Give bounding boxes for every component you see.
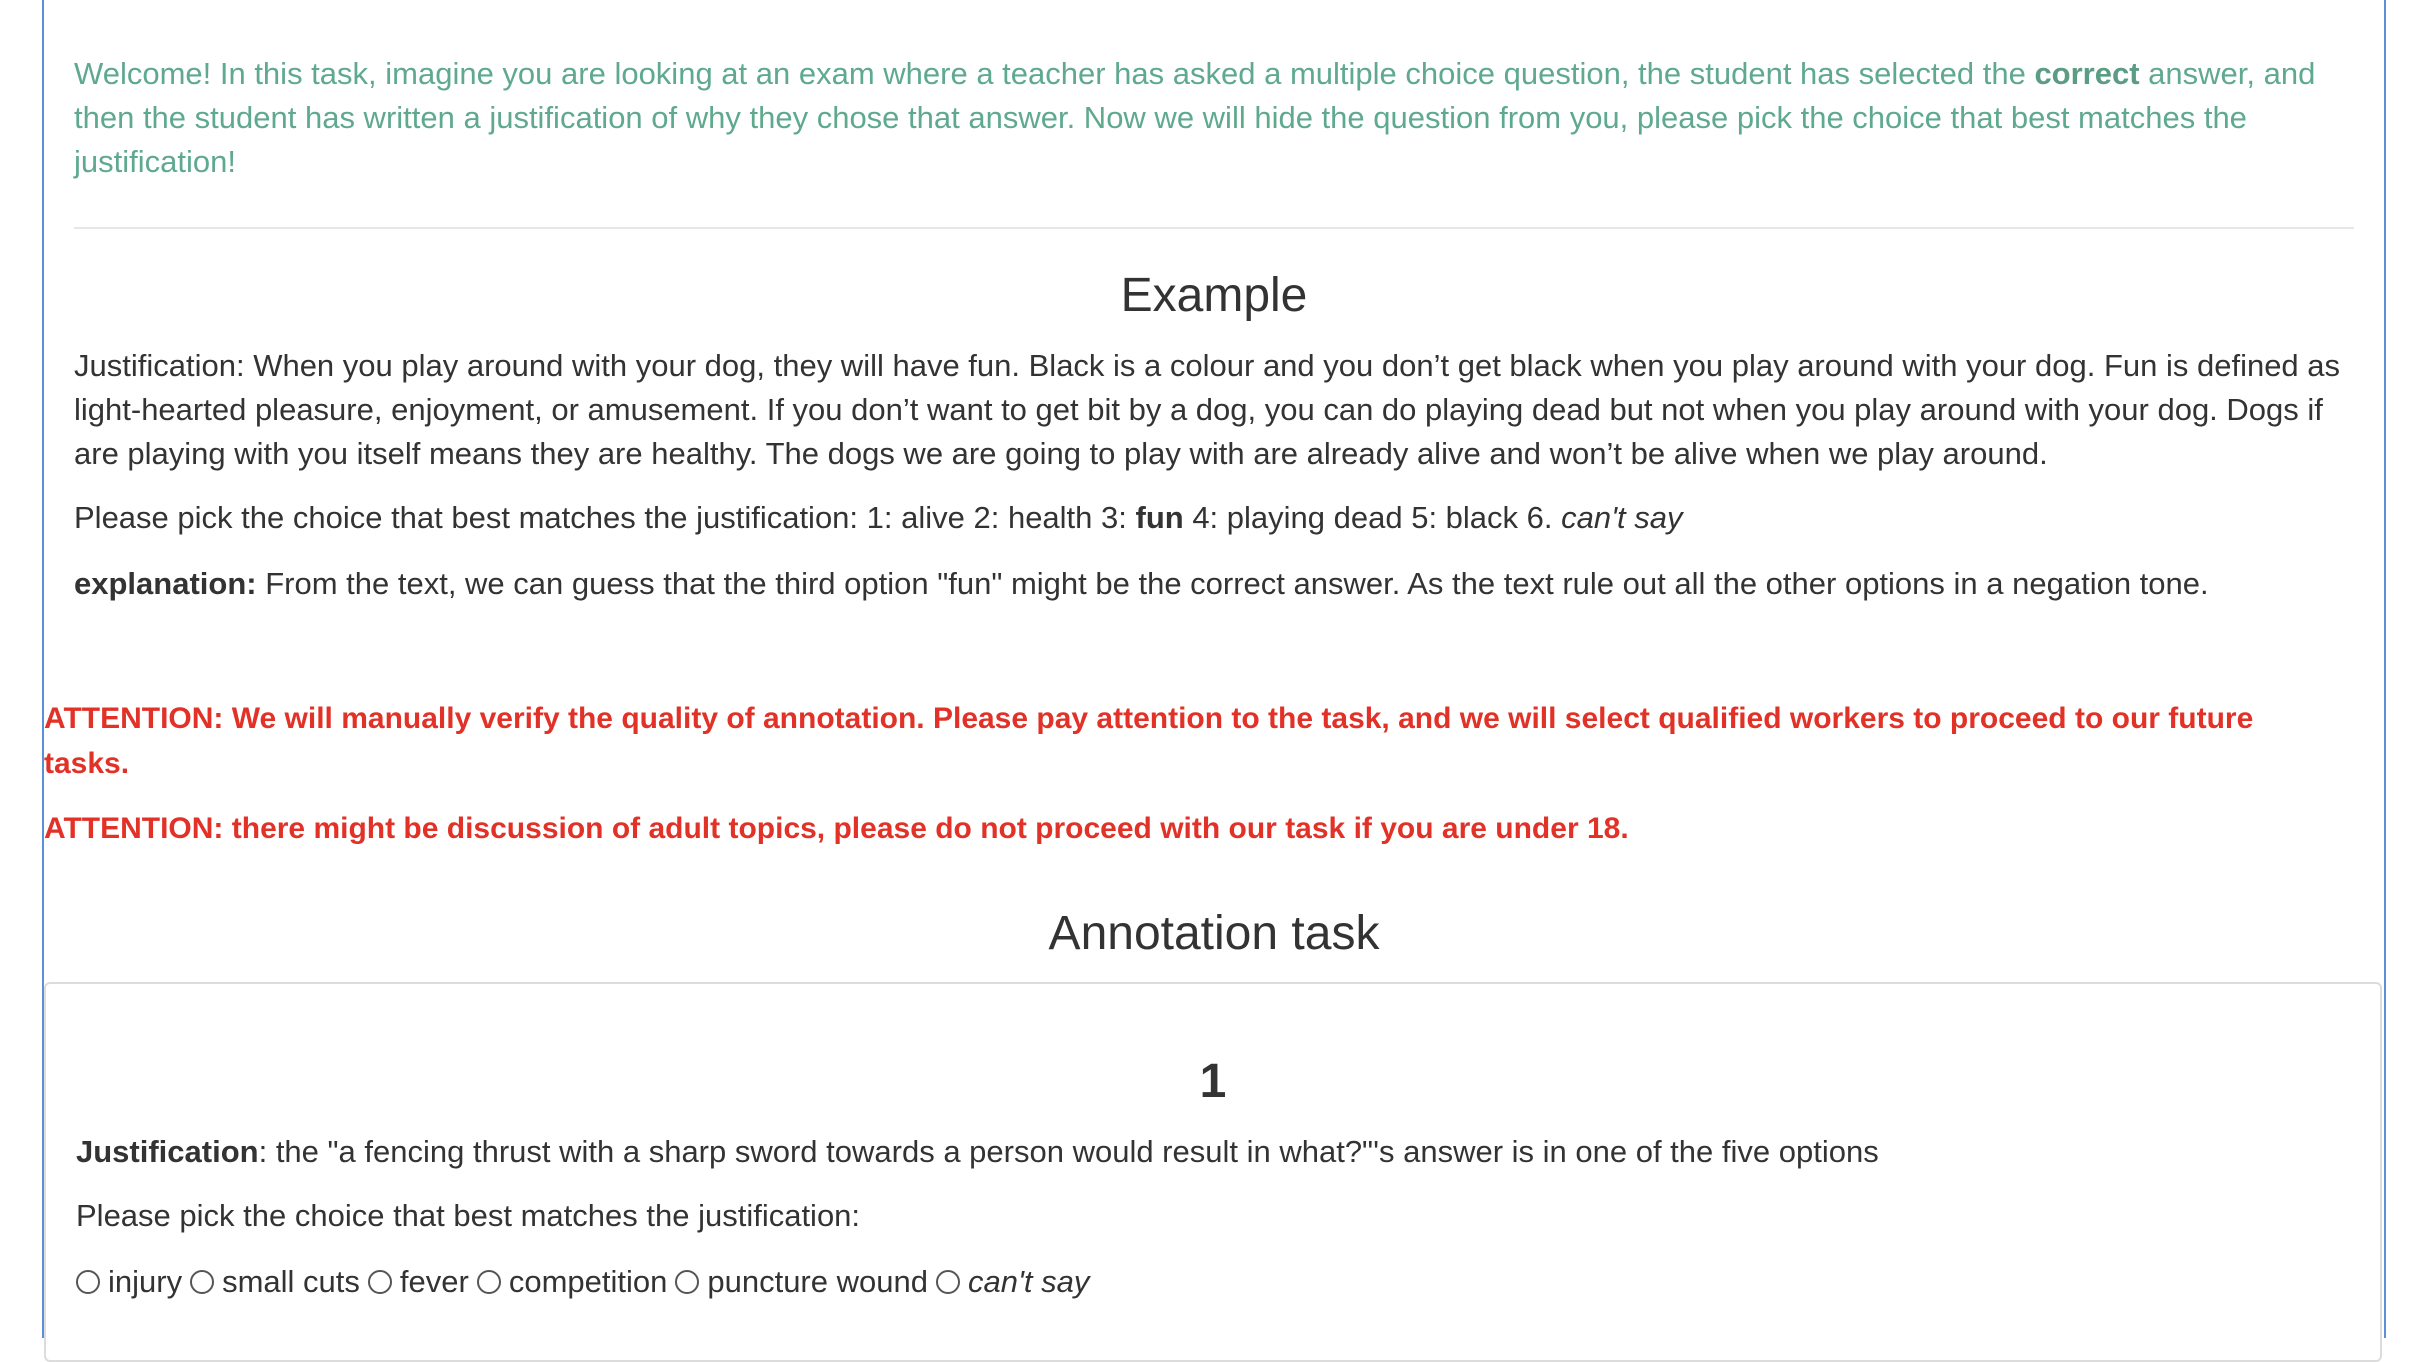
intro-text-end: answer, and then the student has written a justification of why they chose that answer. Now we will hide the question from you, please pick the choice that best matches the justification!	[74, 56, 2316, 179]
option-label: can't say	[967, 1264, 1090, 1299]
intro-text-bold: correct	[2034, 56, 2140, 91]
option-competition[interactable]	[477, 1260, 676, 1304]
attention-quality-notice: ATTENTION: We will manually verify the quality of annotation. Please pay attention to the task, and we will select qualified workers to proceed to our future tasks.	[44, 702, 2254, 780]
option-label: puncture wound	[707, 1264, 928, 1299]
example-heading: Example	[1120, 269, 1308, 322]
example-cant-say: can't say	[1561, 500, 1683, 535]
example-choices-start: Please pick the choice that best matches the justification: 1: alive 2: health 3:	[74, 500, 1136, 535]
radio-button[interactable]	[936, 1270, 960, 1294]
example-choices	[74, 496, 2354, 540]
option-small-cuts[interactable]	[190, 1260, 368, 1304]
option-label: injury	[108, 1264, 183, 1299]
divider	[74, 227, 2354, 229]
option-label: small cuts	[222, 1264, 360, 1299]
option-fever[interactable]	[368, 1260, 477, 1304]
option-label: fever	[399, 1264, 469, 1299]
example-choices-end: 4: playing dead 5: black 6.	[1183, 500, 1562, 535]
radio-button[interactable]	[675, 1270, 699, 1294]
option-label: competition	[508, 1264, 668, 1299]
explanation-label: explanation:	[74, 566, 257, 601]
question-card	[44, 982, 2382, 1362]
example-explanation	[74, 562, 2354, 606]
option-puncture-wound[interactable]	[675, 1260, 936, 1304]
answer-options	[76, 1260, 1097, 1304]
option-injury[interactable]	[76, 1260, 190, 1304]
annotation-task-heading: Annotation task	[1048, 907, 1380, 960]
explanation-text: From the text, we can guess that the third option "fun" might be the correct answer. As the text rule out all the other options in a negation tone.	[256, 566, 2209, 601]
intro-text	[74, 52, 2354, 184]
example-correct-choice: fun	[1135, 500, 1184, 535]
question-justification	[76, 1130, 1879, 1174]
radio-button[interactable]	[190, 1270, 214, 1294]
option-cant-say[interactable]	[936, 1260, 1097, 1304]
intro-text-start: Welcome! In this task, imagine you are looking at an exam where a teacher has asked a multiple choice question, the student has selected the	[74, 56, 2035, 91]
example-justification: Justification: When you play around with your dog, they will have fun. Black is a colour and you don’t get black when you play around with your dog. Fun is defined as light-hearted pleasure, enjoyment, or amusement. If you don’t want to get bit by a dog, you can do playing dead but not when you play around with your dog. Dogs if are playing with you itself means they are healthy. The dogs we are going to play with are already alive and won’t be alive when we play around.	[74, 348, 2341, 471]
question-number: 1	[1199, 1055, 1227, 1108]
question-prompt: Please pick the choice that best matches the justification:	[76, 1198, 861, 1233]
question-justification-text: : the "a fencing thrust with a sharp sword towards a person would result in what?"'s answer is in one of the five options	[258, 1134, 1879, 1169]
question-justification-label: Justification	[76, 1134, 259, 1169]
radio-button[interactable]	[368, 1270, 392, 1294]
radio-button[interactable]	[76, 1270, 100, 1294]
radio-button[interactable]	[477, 1270, 501, 1294]
attention-age-notice: ATTENTION: there might be discussion of adult topics, please do not proceed with our task if you are under 18.	[44, 812, 1629, 845]
